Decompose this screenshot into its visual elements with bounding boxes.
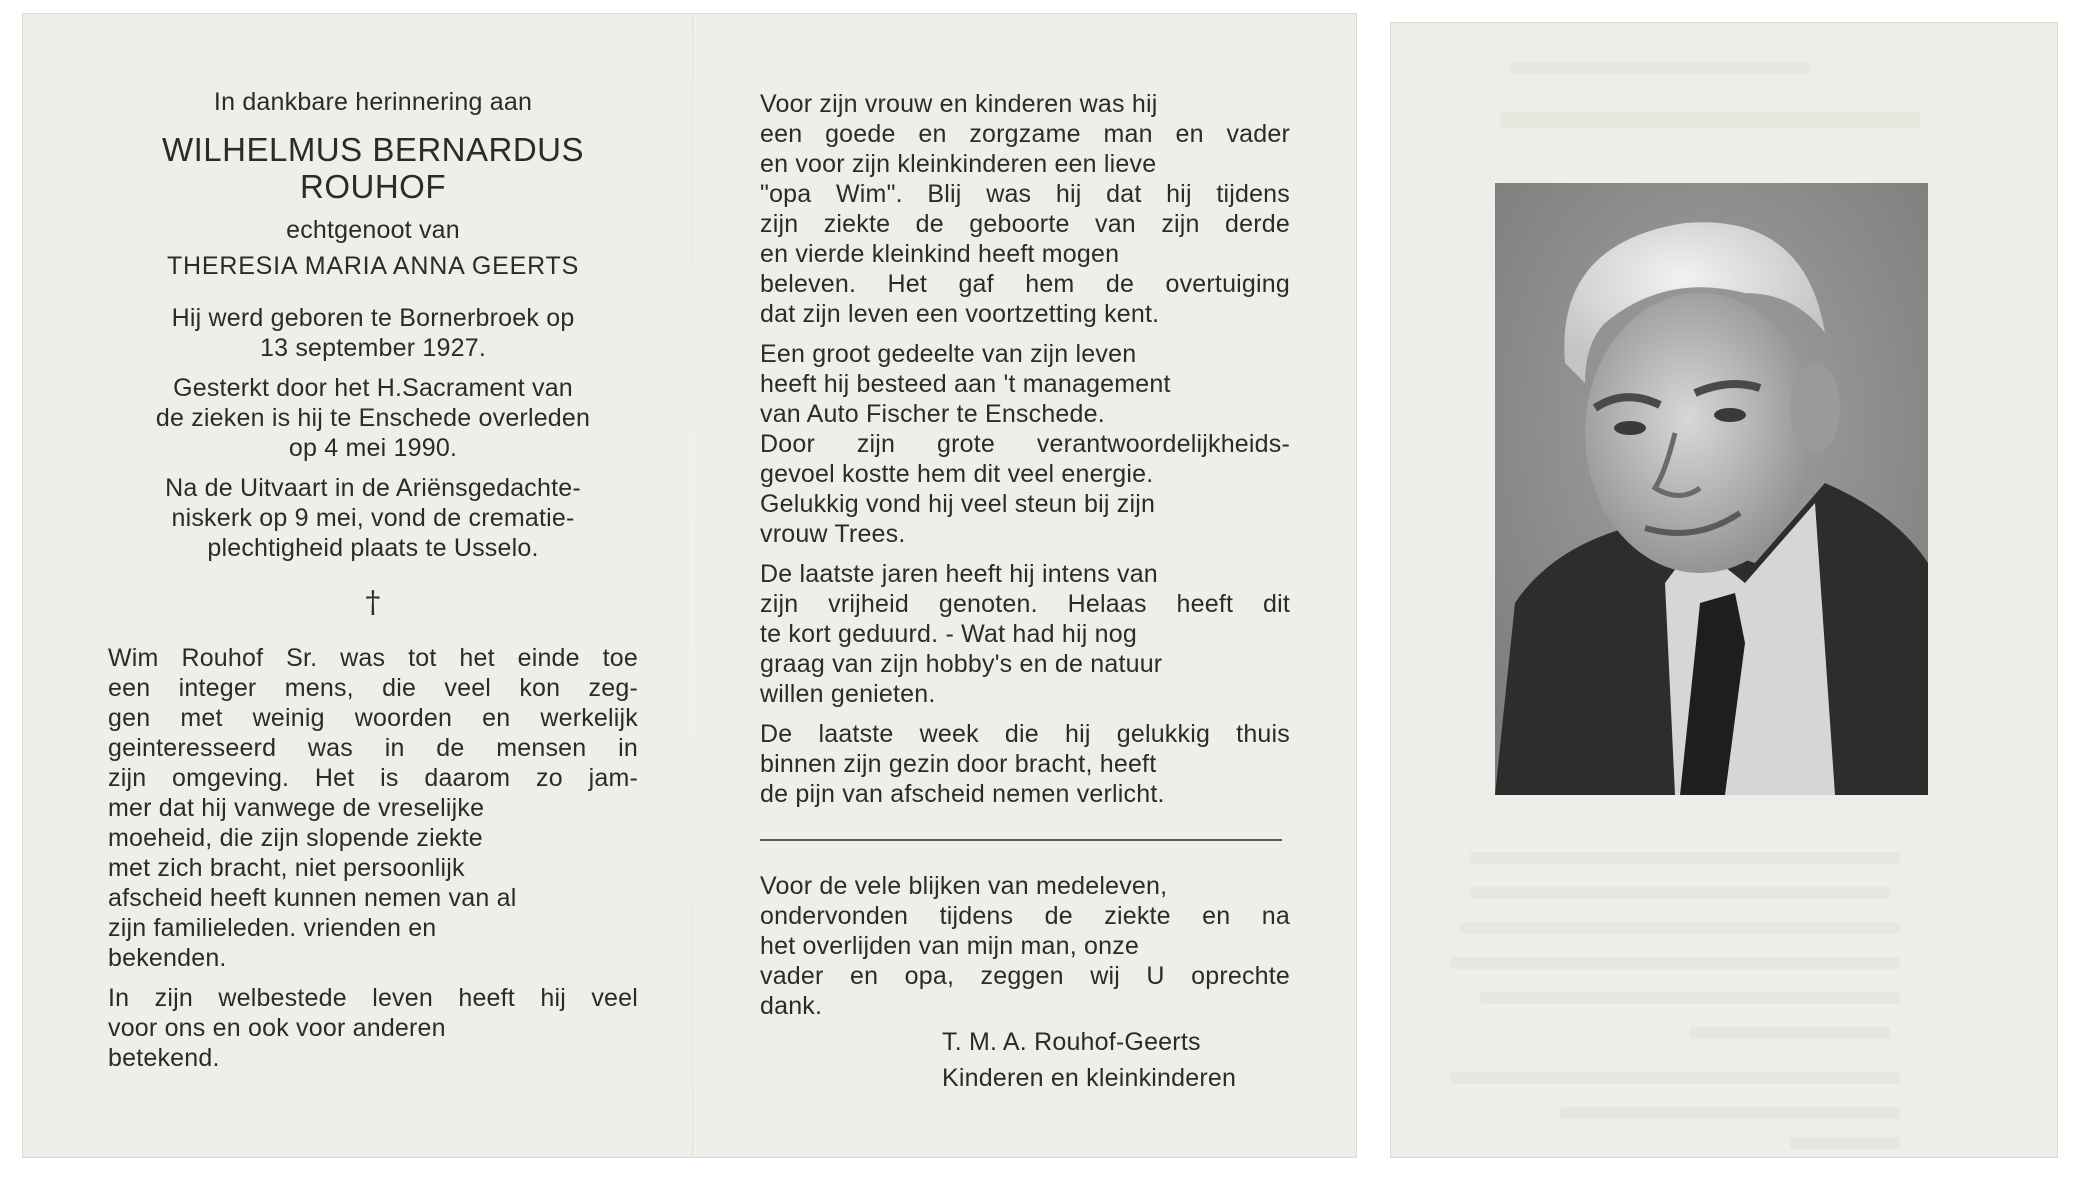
- text-line: voor ons en ook voor anderen: [108, 1014, 446, 1042]
- text-line: een goede en zorgzame man en vader: [760, 120, 1290, 148]
- spouse-label: echtgenoot van: [286, 216, 460, 244]
- last-week-paragraph: [760, 719, 1290, 809]
- text-line: zijn omgeving. Het is daarom zo jam-: [108, 764, 638, 792]
- text-line: zijn familieleden. vrienden en: [108, 914, 437, 942]
- text-line: Voor zijn vrouw en kinderen was hij: [760, 90, 1158, 118]
- text-line: gen met weinig woorden en werkelijk: [108, 704, 638, 732]
- deceased-name-line-2: ROUHOF: [300, 168, 446, 205]
- text-line: dat zijn leven een voortzetting kent.: [760, 300, 1160, 328]
- memorial-card-inside: [22, 13, 1357, 1158]
- text-line: Voor de vele blijken van medeleven,: [760, 872, 1168, 900]
- text-line: zijn vrijheid genoten. Helaas heeft dit: [760, 590, 1290, 618]
- text-line: zijn ziekte de geboorte van zijn derde: [760, 210, 1290, 238]
- text-line: met zich bracht, niet persoonlijk: [108, 854, 465, 882]
- text-line: de pijn van afscheid nemen verlicht.: [760, 780, 1165, 808]
- text-line: dank.: [760, 992, 823, 1020]
- thanks-paragraph: [760, 871, 1290, 1021]
- deceased-name-line-1: WILHELMUS BERNARDUS: [161, 131, 585, 168]
- middle-panel: [760, 89, 1290, 1093]
- death-line: op 4 mei 1990.: [288, 434, 458, 462]
- text-line: Gelukkig vond hij veel steun bij zijn: [760, 490, 1156, 518]
- birth-line: Hij werd geboren te Bornerbroek op: [171, 304, 575, 332]
- funeral-line: niskerk op 9 mei, vond de crematie-: [171, 504, 575, 532]
- text-line: en voor zijn kleinkinderen een lieve: [760, 150, 1157, 178]
- signature-block: [760, 1027, 1290, 1093]
- text-line: ondervonden tijdens de ziekte en na: [760, 902, 1290, 930]
- text-line: vrouw Trees.: [760, 520, 906, 548]
- text-line: Een groot gedeelte van zijn leven: [760, 340, 1137, 368]
- tribute-paragraph-1: [108, 643, 638, 973]
- text-line: een integer mens, die veel kon zeg-: [108, 674, 638, 702]
- death-line: de zieken is hij te Enschede overleden: [155, 404, 591, 432]
- intro-text: In dankbare herinnering aan: [213, 88, 533, 116]
- text-line: De laatste jaren heeft hij intens van: [760, 560, 1158, 588]
- portrait-image: [1495, 183, 1928, 795]
- text-line: Door zijn grote verantwoordelijkheids-: [760, 430, 1290, 458]
- death-info: [108, 373, 638, 463]
- text-line: te kort geduurd. - Wat had hij nog: [760, 620, 1137, 648]
- divider-line: [760, 839, 1282, 841]
- last-years-paragraph: [760, 559, 1290, 709]
- text-line: "opa Wim". Blij was hij dat hij tijdens: [760, 180, 1290, 208]
- left-panel: [108, 87, 638, 1073]
- death-line: Gesterkt door het H.Sacrament van: [173, 374, 573, 402]
- text-line: van Auto Fischer te Enschede.: [760, 400, 1105, 428]
- text-line: graag van zijn hobby's en de natuur: [760, 650, 1163, 678]
- text-line: moeheid, die zijn slopende ziekte: [108, 824, 483, 852]
- text-line: Wim Rouhof Sr. was tot het einde toe: [108, 644, 638, 672]
- card-fold-line: [692, 13, 693, 1158]
- spouse-name: THERESIA MARIA ANNA GEERTS: [166, 252, 580, 280]
- funeral-line: plechtigheid plaats te Usselo.: [207, 534, 539, 562]
- birth-line: 13 september 1927.: [260, 334, 486, 362]
- text-line: geinteresseerd was in de mensen in: [108, 734, 638, 762]
- funeral-line: Na de Uitvaart in de Ariënsgedachte-: [165, 474, 581, 502]
- signature-name: T. M. A. Rouhof-Geerts: [942, 1028, 1201, 1056]
- cross-icon: †: [365, 585, 381, 620]
- birth-info: [108, 303, 638, 363]
- text-line: het overlijden van mijn man, onze: [760, 932, 1140, 960]
- text-line: heeft hij besteed aan 't management: [760, 370, 1171, 398]
- text-line: binnen zijn gezin door bracht, heeft: [760, 750, 1157, 778]
- text-line: betekend.: [108, 1044, 220, 1072]
- funeral-info: [108, 473, 638, 563]
- portrait-photo: [1495, 183, 1928, 795]
- text-line: mer dat hij vanwege de vreselijke: [108, 794, 485, 822]
- text-line: bekenden.: [108, 944, 227, 972]
- career-paragraph: [760, 339, 1290, 549]
- text-line: en vierde kleinkind heeft mogen: [760, 240, 1120, 268]
- memorial-card-photo-side: [1390, 22, 2058, 1158]
- text-line: gevoel kostte hem dit veel energie.: [760, 460, 1154, 488]
- text-line: De laatste week die hij gelukkig thuis: [760, 720, 1290, 748]
- text-line: willen genieten.: [760, 680, 936, 708]
- signature-family: Kinderen en kleinkinderen: [942, 1064, 1237, 1092]
- text-line: In zijn welbestede leven heeft hij veel: [108, 984, 638, 1012]
- family-paragraph: [760, 89, 1290, 329]
- text-line: afscheid heeft kunnen nemen van al: [108, 884, 517, 912]
- tribute-paragraph-2: [108, 983, 638, 1073]
- text-line: vader en opa, zeggen wij U oprechte: [760, 962, 1290, 990]
- text-line: beleven. Het gaf hem de overtuiging: [760, 270, 1290, 298]
